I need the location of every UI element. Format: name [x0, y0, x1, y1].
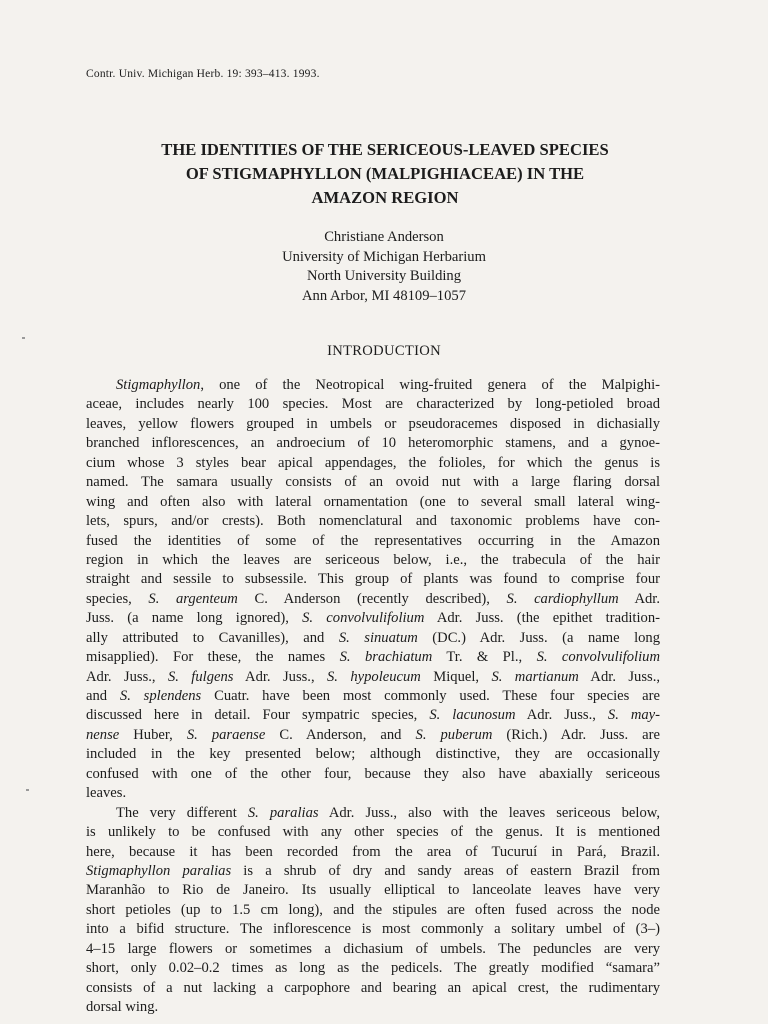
author-building: North University Building — [306, 268, 462, 284]
paragraph-line — [86, 862, 660, 881]
paragraph-line — [86, 590, 660, 609]
italic-taxon: S. may- — [607, 707, 661, 724]
paragraph-line — [86, 979, 660, 998]
text-run: dorsal wing. — [86, 999, 159, 1015]
text-run: (DC.) Adr. Juss. (a name long — [417, 629, 661, 646]
italic-taxon: S. lacunosum — [429, 707, 516, 724]
paragraph-line — [86, 434, 660, 453]
italic-taxon: S. convolvulifolium — [536, 649, 660, 666]
paragraph-line — [86, 687, 660, 706]
paragraph-line — [86, 940, 660, 959]
text-run: misapplied). For these, the names — [86, 649, 340, 666]
paragraph-line — [86, 706, 660, 725]
text-run: included in the key presented below; although distinctive, they are occasionally — [86, 746, 660, 763]
paragraph-line — [86, 415, 660, 434]
text-run: into a bifid structure. The inflorescence is most commonly a solitary umbel of (3–) — [86, 921, 660, 938]
paragraph-line — [86, 395, 660, 414]
paragraph-line — [86, 551, 660, 570]
text-run: short, only 0.02–0.2 times as long as the pedicels. The greatly modified “samara” — [86, 960, 660, 977]
paragraph-line — [86, 648, 660, 667]
text-run: straight and sessile to subsessile. This group of plants was found to comprise four — [86, 571, 660, 588]
paragraph-line — [86, 881, 660, 900]
text-run: species, — [86, 590, 149, 607]
text-run: is a shrub of dry and sandy areas of eastern Brazil from — [231, 862, 660, 879]
text-run: consists of a nut lacking a carpophore and bearing an apical crest, the rudimentary — [86, 979, 660, 996]
text-run: Tr. & Pl., — [432, 649, 537, 666]
text-run: short petioles (up to 1.5 cm long), and the stipules are often fused across the node — [86, 901, 660, 918]
author-institution: University of Michigan Herbarium — [282, 248, 486, 265]
italic-taxon: Stigmaphyllon paralias — [86, 862, 232, 879]
paragraph-line — [86, 726, 660, 745]
italic-taxon: S. martianum — [491, 668, 579, 685]
text-run: discussed here in detail. Four sympatric species, — [86, 707, 430, 724]
author-address: Ann Arbor, MI 48109–1057 — [302, 287, 466, 304]
paragraph-line — [86, 920, 660, 939]
paragraph-line — [86, 959, 660, 978]
italic-taxon: S. cardiophyllum — [506, 590, 619, 607]
title-line: OF STIGMAPHYLLON (MALPIGHIACEAE) IN THE — [185, 164, 585, 183]
paragraph-line — [86, 784, 660, 803]
text-run: fused the identities of some of the representatives occurring in the Amazon — [86, 532, 660, 549]
paragraph-line — [86, 629, 660, 648]
text-run: Huber, — [119, 726, 187, 743]
text-run: cium whose 3 styles bear apical appendages, the folioles, for which the genus is — [86, 454, 660, 471]
text-run: and — [86, 688, 120, 704]
paragraph-line — [86, 512, 660, 531]
italic-taxon: S. fulgens — [167, 668, 234, 685]
text-run: C. Anderson (recently described), — [237, 590, 507, 607]
text-run: Adr. Juss. (the epithet tradition- — [424, 610, 660, 627]
text-run: Maranhão to Rio de Janeiro. Its usually elliptical to lanceolate leaves have very — [86, 882, 660, 899]
italic-taxon: S. sinuatum — [338, 629, 418, 646]
paragraph-line — [86, 901, 660, 920]
text-run: Juss. (a name long ignored), — [86, 610, 303, 627]
italic-taxon: nense — [86, 726, 120, 743]
text-run: confused with one of the other four, because they also have abaxially sericeous — [86, 765, 660, 782]
paragraph-line — [86, 668, 660, 687]
text-run: Cuatr. have been most commonly used. These four species are — [201, 688, 660, 704]
text-run: named. The samara usually consists of an ovoid nut with a large flaring dorsal — [86, 474, 660, 491]
author-name: Christiane Anderson — [324, 229, 444, 245]
paragraph-line — [86, 843, 660, 862]
text-run: Adr. Juss., — [86, 668, 168, 685]
text-run: lets, spurs, and/or crests). Both nomenclatural and taxonomic problems have con- — [86, 513, 660, 530]
italic-taxon: S. argenteum — [148, 590, 238, 607]
paragraph-line — [86, 454, 660, 473]
article-title — [80, 138, 690, 210]
scan-speck — [22, 337, 25, 339]
paragraph-line — [86, 609, 660, 628]
text-run: C. Anderson, and — [265, 726, 416, 743]
text-run: 4–15 large flowers or sometimes a dichasium of umbels. The peduncles are very — [86, 940, 660, 957]
text-run: branched inflorescences, an androecium of 10 heteromorphic stamens, and a gynoe- — [86, 435, 660, 452]
author-block — [84, 228, 684, 306]
text-run: ally attributed to Cavanilles), and — [86, 629, 339, 646]
paragraph-line — [86, 823, 660, 842]
text-run: aceae, includes nearly 100 species. Most are characterized by long-petioled broad — [86, 396, 660, 413]
italic-taxon: S. splendens — [119, 688, 202, 704]
text-run: Adr. Juss., — [515, 707, 608, 724]
text-run: leaves. — [86, 785, 127, 802]
text-run: Adr. — [618, 590, 661, 607]
text-run: Adr. Juss., also with the leaves sericeous below, — [318, 804, 660, 821]
italic-taxon: S. puberum — [415, 726, 493, 743]
paragraph-line — [86, 765, 660, 784]
paragraph-line — [86, 570, 660, 589]
text-run: , one of the Neotropical wing-fruited genera of the Malpighi- — [200, 377, 660, 393]
body-text — [86, 376, 660, 1017]
italic-taxon: Stigmaphyllon — [116, 377, 201, 393]
text-run: wing and often also with lateral ornamentation (one to several small lateral wing- — [86, 493, 660, 510]
journal-citation: Contr. Univ. Michigan Herb. 19: 393–413. 1993. — [86, 68, 320, 80]
italic-taxon: S. hypoleucum — [327, 668, 421, 685]
paragraph-line — [86, 532, 660, 551]
italic-taxon: S. paraense — [186, 726, 266, 743]
paragraph-line — [86, 473, 660, 492]
italic-taxon: S. paralias — [247, 804, 319, 821]
text-run: is unlikely to be confused with any other species of the genus. It is mentioned — [86, 824, 660, 841]
scan-speck — [26, 789, 29, 791]
text-run: Miquel, — [420, 668, 492, 685]
paragraph-line — [86, 493, 660, 512]
paragraph-line — [86, 745, 660, 764]
text-run: Adr. Juss., — [233, 668, 327, 685]
text-run: (Rich.) Adr. Juss. are — [492, 726, 660, 743]
text-run: leaves, yellow flowers grouped in umbels or pseudoracemes disposed in dichasially — [86, 415, 660, 432]
section-heading: INTRODUCTION — [327, 343, 441, 359]
title-line: THE IDENTITIES OF THE SERICEOUS-LEAVED SPECIES — [161, 140, 609, 159]
italic-taxon: S. convolvulifolium — [302, 610, 425, 627]
paragraph-line — [86, 804, 660, 823]
title-line: AMAZON REGION — [311, 188, 459, 207]
paragraph-line — [86, 998, 660, 1017]
text-run: Adr. Juss., — [578, 668, 660, 685]
text-run: here, because it has been recorded from the area of Tucuruí in Pará, Brazil. — [86, 843, 660, 860]
text-run: The very different — [116, 804, 248, 821]
paragraph-line — [86, 376, 660, 395]
italic-taxon: S. brachiatum — [339, 649, 433, 666]
text-run: region in which the leaves are sericeous below, i.e., the trabecula of the hair — [86, 551, 660, 568]
